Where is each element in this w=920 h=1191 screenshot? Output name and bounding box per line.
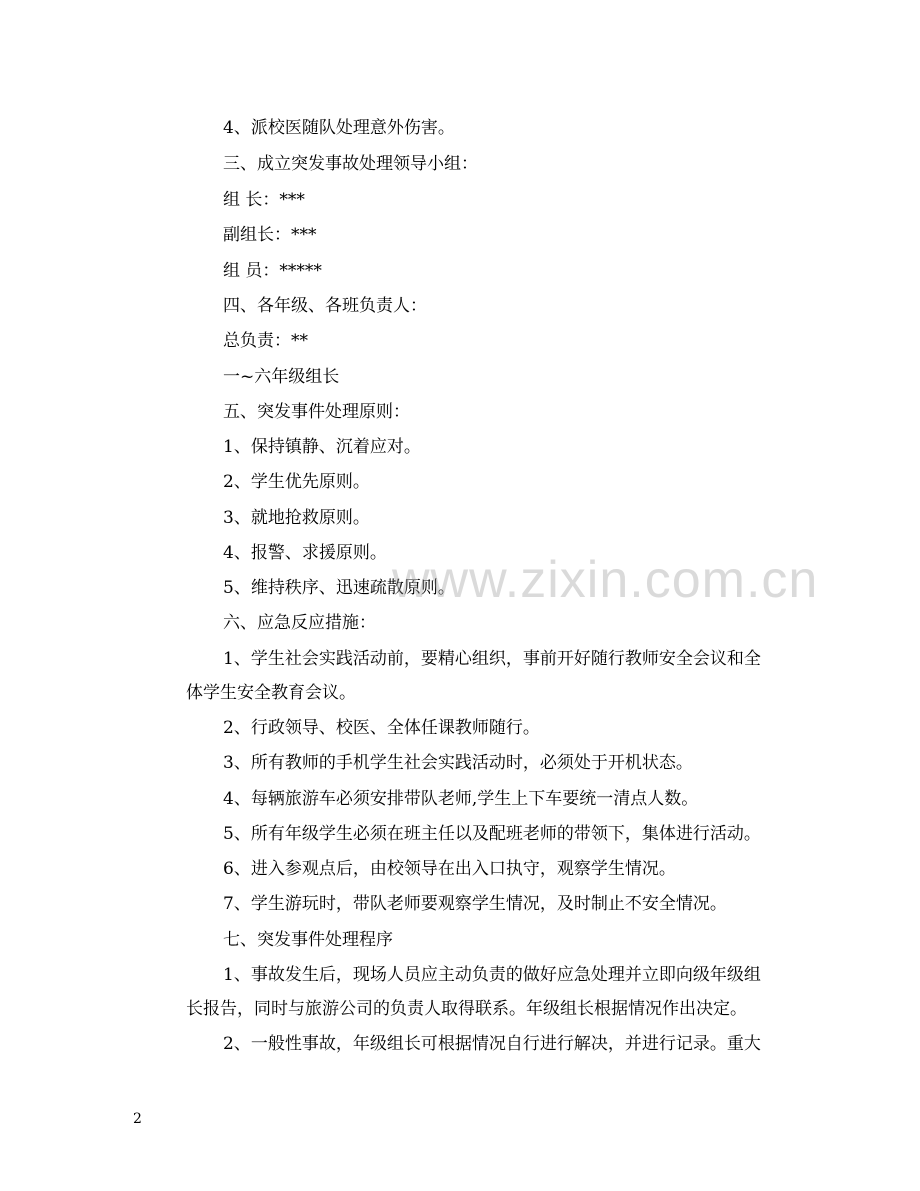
text-line: 组 员：***** bbox=[223, 261, 322, 281]
text-line: 副组长：*** bbox=[223, 225, 317, 245]
text-line: 1、保持镇静、沉着应对。 bbox=[223, 437, 421, 457]
text-line: 1、事故发生后，现场人员应主动负责的做好应急处理并立即向级年级组 bbox=[223, 965, 761, 985]
text-line: 一~六年级组长 bbox=[223, 367, 340, 387]
watermark: www.zixin.com.cn bbox=[392, 551, 819, 609]
text-line: 组 长：*** bbox=[223, 190, 305, 210]
text-line: 4、报警、求援原则。 bbox=[223, 543, 387, 563]
text-line: 3、所有教师的手机学生社会实践活动时，必须处于开机状态。 bbox=[223, 753, 693, 773]
section-heading: 七、突发事件处理程序 bbox=[223, 930, 393, 950]
page-number: 2 bbox=[133, 1111, 142, 1127]
text-line-continuation: 体学生安全教育会议。 bbox=[186, 683, 356, 703]
text-line: 7、学生游玩时，带队老师要观察学生情况，及时制止不安全情况。 bbox=[223, 894, 727, 914]
text-line: 2、行政领导、校医、全体任课教师随行。 bbox=[223, 718, 540, 738]
section-heading: 六、应急反应措施： bbox=[223, 613, 376, 633]
text-line: 3、就地抢救原则。 bbox=[223, 508, 370, 528]
text-line: 6、进入参观点后，由校领导在出入口执守，观察学生情况。 bbox=[223, 859, 676, 879]
text-line: 总负责：** bbox=[223, 331, 308, 351]
section-heading: 四、各年级、各班负责人： bbox=[223, 296, 427, 316]
text-line-continuation: 长报告，同时与旅游公司的负责人取得联系。年级组长根据情况作出决定。 bbox=[186, 999, 747, 1019]
text-line: 2、一般性事故，年级组长可根据情况自行进行解决，并进行记录。重大 bbox=[223, 1034, 761, 1054]
text-line: 4、派校医随队处理意外伤害。 bbox=[223, 118, 455, 138]
text-line: 5、维持秩序、迅速疏散原则。 bbox=[223, 578, 455, 598]
section-heading: 五、突发事件处理原则： bbox=[223, 402, 410, 422]
section-heading: 三、成立突发事故处理领导小组： bbox=[223, 154, 478, 174]
text-line: 4、每辆旅游车必须安排带队老师,学生上下车要统一清点人数。 bbox=[223, 789, 699, 809]
text-line: 1、学生社会实践活动前，要精心组织，事前开好随行教师安全会议和全 bbox=[223, 649, 761, 669]
text-line: 5、所有年级学生必须在班主任以及配班老师的带领下，集体进行活动。 bbox=[223, 824, 761, 844]
text-line: 2、学生优先原则。 bbox=[223, 472, 370, 492]
